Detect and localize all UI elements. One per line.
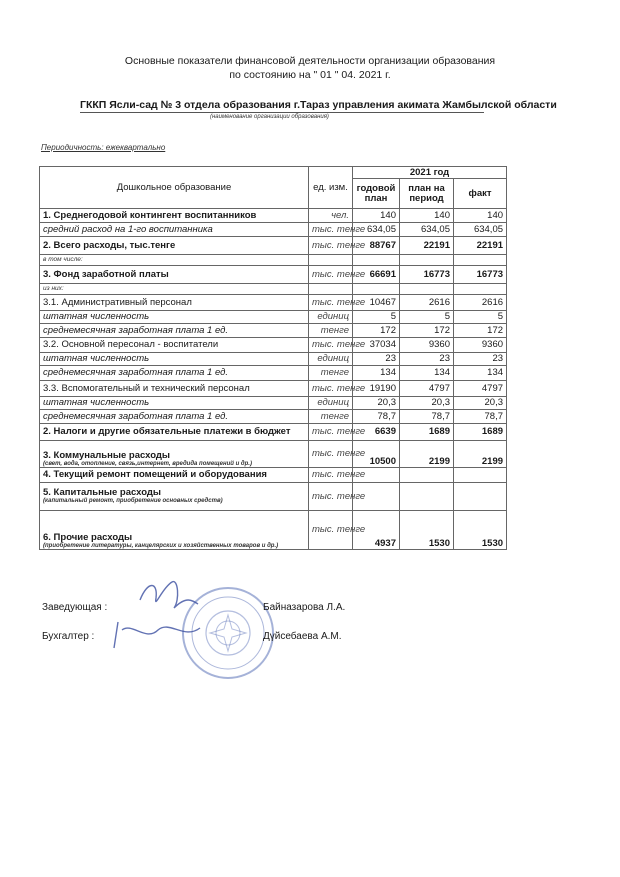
row-fact: 2199 <box>454 441 507 468</box>
row-period: 140 <box>400 209 454 223</box>
table-row <box>40 338 507 353</box>
row-fact-empty <box>454 255 507 266</box>
table-row <box>40 324 507 338</box>
row-label-text: среднемесячная заработная плата 1 ед. <box>43 367 229 379</box>
row-plan: 6639 <box>353 424 400 441</box>
row-label <box>40 255 309 266</box>
row-period: 1530 <box>400 511 454 550</box>
row-label-text: 2. Налоги и другие обязательные платежи в бюджет <box>43 426 291 438</box>
row-label <box>40 511 309 550</box>
table-row <box>40 483 507 511</box>
row-plan-empty <box>353 255 400 266</box>
row-fact <box>454 483 507 511</box>
row-unit-empty <box>309 284 353 295</box>
row-plan: 634,05 <box>353 223 400 237</box>
row-plan: 134 <box>353 366 400 381</box>
row-plan: 66691 <box>353 266 400 284</box>
row-unit: тенге <box>309 324 353 338</box>
organization-note: (наименование организации образования) <box>210 114 329 120</box>
table-row <box>40 209 507 223</box>
row-period: 5 <box>400 311 454 324</box>
row-period <box>400 468 454 483</box>
row-plan: 88767 <box>353 237 400 255</box>
row-label-text: среднемесячная заработная плата 1 ед. <box>43 410 229 422</box>
row-label-text: 4. Текущий ремонт помещений и оборудования <box>43 469 267 481</box>
row-plan: 4937 <box>353 511 400 550</box>
row-fact: 634,05 <box>454 223 507 237</box>
row-fact: 23 <box>454 353 507 366</box>
table-row <box>40 295 507 311</box>
row-fact: 134 <box>454 366 507 381</box>
table-row <box>40 397 507 410</box>
row-fact <box>454 468 507 483</box>
row-plan: 5 <box>353 311 400 324</box>
row-label <box>40 209 309 223</box>
row-unit: тенге <box>309 410 353 424</box>
row-label-text: 1. Среднегодовой контингент воспитанников <box>43 209 257 221</box>
row-label-text: 5. Капитальные расходы <box>43 487 162 499</box>
table-row <box>40 366 507 381</box>
row-plan: 172 <box>353 324 400 338</box>
row-fact: 78,7 <box>454 410 507 424</box>
row-label-text: 3.3. Вспомогательный и технический персонал <box>43 382 250 394</box>
row-period: 2199 <box>400 441 454 468</box>
accountant-label: Бухгалтер : <box>42 631 95 642</box>
row-unit: тыс. тенге <box>309 295 353 311</box>
row-plan: 140 <box>353 209 400 223</box>
row-period: 23 <box>400 353 454 366</box>
report-title-line1: Основные показатели финансовой деятельности организации образования <box>124 55 496 67</box>
row-label-text: штатная численность <box>43 311 150 323</box>
periodicity: Периодичность: ежеквартально <box>41 143 166 152</box>
accountant-name: Дүйсебаева А.М. <box>263 631 342 642</box>
table-row <box>40 511 507 550</box>
row-fact: 2616 <box>454 295 507 311</box>
row-fact: 1530 <box>454 511 507 550</box>
row-label-text: штатная численность <box>43 353 150 365</box>
report-title-line2: по состоянию на " 01 " 04. 2021 г. <box>229 69 391 81</box>
row-unit: тыс. тенге <box>309 381 353 397</box>
row-label-text: 3.1. Административный персонал <box>43 296 192 308</box>
table-header-row <box>40 167 507 179</box>
row-unit: тыс. тенге <box>309 424 353 441</box>
row-plan: 19190 <box>353 381 400 397</box>
table-row <box>40 284 507 295</box>
row-unit: единиц <box>309 397 353 410</box>
row-unit: единиц <box>309 311 353 324</box>
row-period: 2616 <box>400 295 454 311</box>
row-fact: 5 <box>454 311 507 324</box>
head-label: Заведующая : <box>42 602 108 613</box>
row-label-note: (приобретение литературы, канцелярских и хозяйственных товаров и др.) <box>43 542 279 549</box>
row-label <box>40 311 309 324</box>
row-label <box>40 410 309 424</box>
row-label <box>40 266 309 284</box>
row-label-text: среднемесячная заработная плата 1 ед. <box>43 324 229 336</box>
header-unit: ед. изм. <box>309 167 353 209</box>
row-label <box>40 483 309 511</box>
organization-underline <box>80 112 484 113</box>
row-unit: тыс. тенге <box>309 511 353 550</box>
row-fact: 16773 <box>454 266 507 284</box>
row-unit: чел. <box>309 209 353 223</box>
row-label-note: (свет, вода, отопление, связь,интернет, вредида помещений и др.) <box>43 460 252 467</box>
row-label <box>40 353 309 366</box>
row-period: 1689 <box>400 424 454 441</box>
table-row <box>40 353 507 366</box>
row-fact: 22191 <box>454 237 507 255</box>
row-label <box>40 468 309 483</box>
row-unit: единиц <box>309 353 353 366</box>
row-unit: тенге <box>309 366 353 381</box>
table-row <box>40 223 507 237</box>
row-label <box>40 284 309 295</box>
table-row <box>40 424 507 441</box>
organization-name: ГККП Ясли-сад № 3 отдела образования г.Тараз управления акимата Жамбылской области <box>80 99 557 111</box>
row-label-text: штатная численность <box>43 397 150 409</box>
table-row <box>40 311 507 324</box>
row-plan-empty <box>353 284 400 295</box>
row-plan: 10467 <box>353 295 400 311</box>
row-label-text: в том числе: <box>43 255 83 263</box>
row-label <box>40 397 309 410</box>
row-unit-empty <box>309 255 353 266</box>
row-label <box>40 295 309 311</box>
row-label-text: из них: <box>43 284 64 292</box>
row-label-text: 3.2. Основной пересонал - воспитатели <box>43 339 219 351</box>
table-row <box>40 441 507 468</box>
row-unit: тыс. тенге <box>309 441 353 468</box>
row-label <box>40 338 309 353</box>
row-label-text: 3. Коммунальные расходы <box>43 449 171 461</box>
row-unit: тыс. тенге <box>309 468 353 483</box>
row-label-note: (капитальный ремонт, приобретение основных средств) <box>43 498 223 505</box>
row-unit: тыс. тенге <box>309 338 353 353</box>
row-label <box>40 324 309 338</box>
row-label-text: 3. Фонд заработной платы <box>43 268 169 280</box>
header-fact: факт <box>454 179 507 209</box>
row-label-text: средний расход на 1-го воспитанника <box>43 223 213 235</box>
table-row <box>40 237 507 255</box>
row-plan: 78,7 <box>353 410 400 424</box>
table-row <box>40 255 507 266</box>
row-period: 20,3 <box>400 397 454 410</box>
row-unit: тыс. тенге <box>309 266 353 284</box>
row-unit: тыс. тенге <box>309 237 353 255</box>
header-plan-period: план на период <box>400 179 454 209</box>
row-fact: 9360 <box>454 338 507 353</box>
row-label <box>40 424 309 441</box>
row-period: 4797 <box>400 381 454 397</box>
row-fact: 4797 <box>454 381 507 397</box>
row-period: 634,05 <box>400 223 454 237</box>
header-main: Дошкольное образование <box>40 167 309 209</box>
row-unit: тыс. тенге <box>309 223 353 237</box>
row-label-text: 6. Прочие расходы <box>43 531 133 543</box>
row-period: 78,7 <box>400 410 454 424</box>
table-row <box>40 468 507 483</box>
header-plan-year: годовой план <box>353 179 400 209</box>
head-name: Байназарова Л.А. <box>263 602 346 613</box>
table-row <box>40 381 507 397</box>
row-label <box>40 237 309 255</box>
row-period: 22191 <box>400 237 454 255</box>
row-fact: 140 <box>454 209 507 223</box>
row-label <box>40 441 309 468</box>
row-plan: 20,3 <box>353 397 400 410</box>
financial-table <box>39 166 507 550</box>
row-fact-empty <box>454 284 507 295</box>
row-fact: 20,3 <box>454 397 507 410</box>
row-label <box>40 223 309 237</box>
row-period-empty <box>400 255 454 266</box>
table-row <box>40 266 507 284</box>
row-period <box>400 483 454 511</box>
row-plan: 37034 <box>353 338 400 353</box>
row-label-text: 2. Всего расходы, тыс.тенге <box>43 239 176 251</box>
row-period: 134 <box>400 366 454 381</box>
row-label <box>40 366 309 381</box>
row-fact: 1689 <box>454 424 507 441</box>
row-plan: 10500 <box>353 441 400 468</box>
header-year: 2021 год <box>353 167 507 179</box>
table-row <box>40 410 507 424</box>
row-period-empty <box>400 284 454 295</box>
row-label <box>40 381 309 397</box>
row-period: 16773 <box>400 266 454 284</box>
row-unit: тыс. тенге <box>309 483 353 511</box>
row-fact: 172 <box>454 324 507 338</box>
row-plan: 23 <box>353 353 400 366</box>
row-period: 172 <box>400 324 454 338</box>
handwritten-signatures <box>100 570 230 650</box>
row-period: 9360 <box>400 338 454 353</box>
